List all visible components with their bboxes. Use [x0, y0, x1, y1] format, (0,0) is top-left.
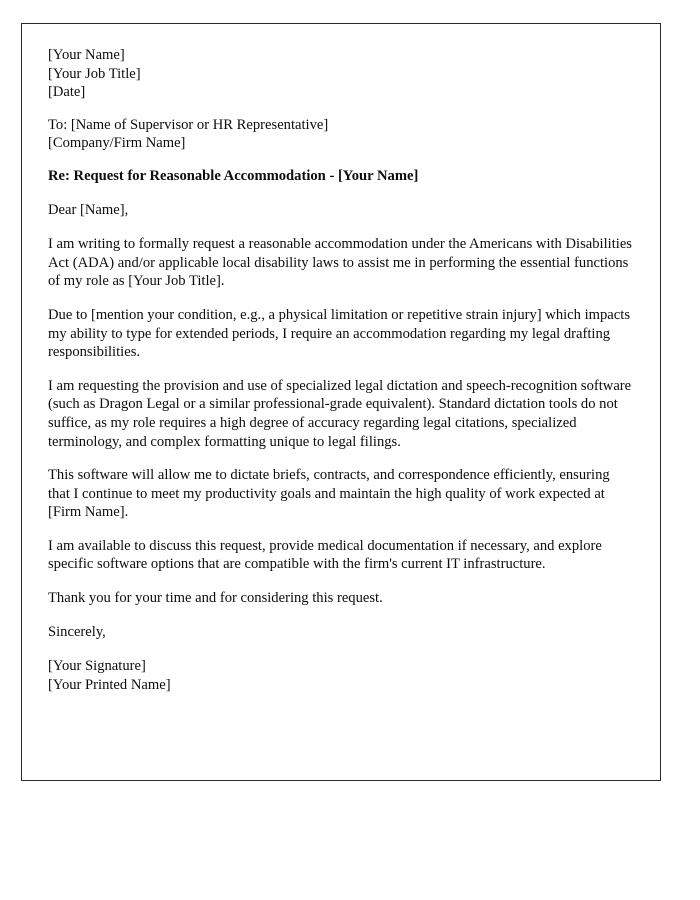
body-paragraph-5: I am available to discuss this request, provide medical documentation if necessary, and explore specific software options that are compatible with the firm's current IT infrastructure.	[48, 537, 602, 573]
closing-line: Sincerely,	[48, 623, 106, 640]
sender-date-line: [Date]	[48, 84, 86, 101]
body-paragraph-2: Due to [mention your condition, e.g., a physical limitation or repetitive strain injury] which impacts my ability to type for extended periods, I require an accommodation regarding my legal drafting responsibilities.	[48, 306, 630, 361]
printed-name-line: [Your Printed Name]	[48, 676, 171, 693]
salutation: Dear [Name],	[48, 201, 129, 218]
recipient-to-line: To: [Name of Supervisor or HR Representative]	[48, 116, 329, 133]
subject-line: Re: Request for Reasonable Accommodation - [Your Name]	[48, 167, 419, 184]
signature-line: [Your Signature]	[48, 658, 146, 675]
body-paragraph-6: Thank you for your time and for considering this request.	[48, 590, 383, 607]
body-paragraph-1: I am writing to formally request a reasonable accommodation under the Americans with Disabilities Act (ADA) and/or applicable local disability laws to assist me in performing the essential functions of my role as [Your Job Title].	[48, 236, 632, 290]
sender-name-line: [Your Name]	[48, 47, 125, 63]
signature-block	[48, 657, 633, 694]
letter-page-frame	[21, 23, 661, 781]
body-paragraph-3: I am requesting the provision and use of specialized legal dictation and speech-recognition software (such as Dragon Legal or a similar professional-grade equivalent). Standard dictation tools do not suffice, as my role requires a high degree of accuracy regarding legal citations, specialized terminology, and complex formatting unique to legal filings.	[48, 377, 632, 450]
letter-content	[48, 46, 633, 694]
sender-block	[48, 46, 633, 102]
recipient-block	[48, 116, 633, 153]
body-paragraph-4: This software will allow me to dictate briefs, contracts, and correspondence efficiently, ensuring that I continue to meet my productivity goals and maintain the high quality of work expected at [Firm Name].	[48, 467, 610, 521]
recipient-company-line: [Company/Firm Name]	[48, 135, 186, 152]
sender-job-title-line: [Your Job Title]	[48, 65, 141, 82]
